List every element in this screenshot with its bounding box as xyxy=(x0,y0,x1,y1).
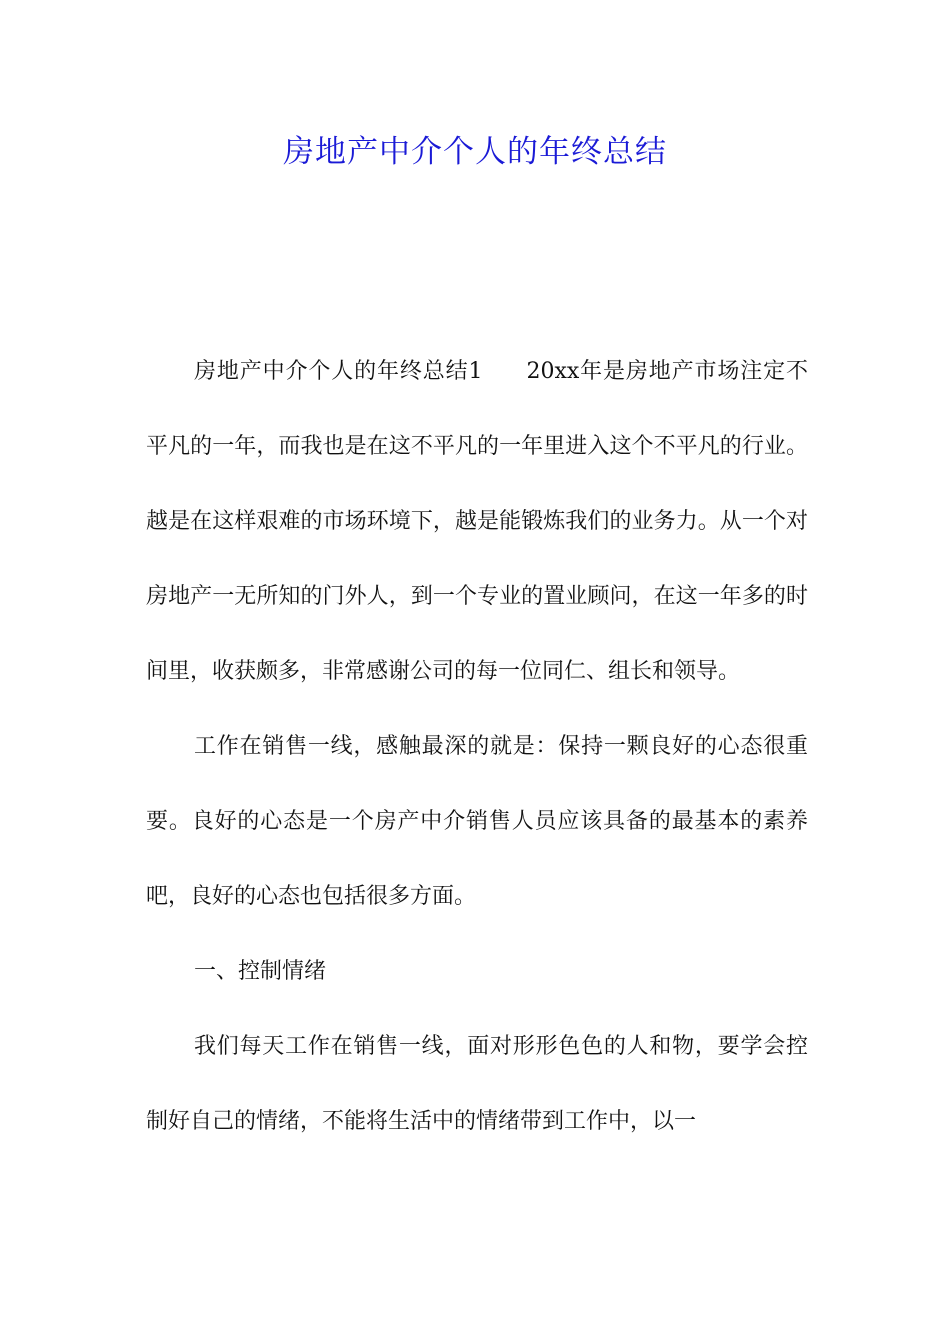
paragraph-1 xyxy=(146,334,808,709)
document-title: 房地产中介个人的年终总结 xyxy=(283,134,667,170)
paragraph-1-text: 20xx年是房地产市场注定不平凡的一年，而我也是在这不平凡的一年里进入这个不平凡的行业。越是在这样艰难的市场环境下，越是能锻炼我们的业务力。从一个对房地产一无所知的门外人，到一个专业的置业顾问，在这一年多的时间里，收获颇多，非常感谢公司的每一位同仁、组长和领导。 xyxy=(146,359,808,684)
document-body xyxy=(146,334,808,1159)
paragraph-1-lead: 房地产中介个人的年终总结1 xyxy=(194,359,483,384)
paragraph-3: 我们每天工作在销售一线，面对形形色色的人和物，要学会控制好自己的情绪，不能将生活中的情绪带到工作中，以一 xyxy=(146,1034,808,1134)
paragraph-2: 工作在销售一线，感触最深的就是：保持一颗良好的心态很重要。良好的心态是一个房产中介销售人员应该具备的最基本的素养吧，良好的心态也包括很多方面。 xyxy=(146,734,808,909)
section-heading-1: 一、控制情绪 xyxy=(194,959,327,984)
